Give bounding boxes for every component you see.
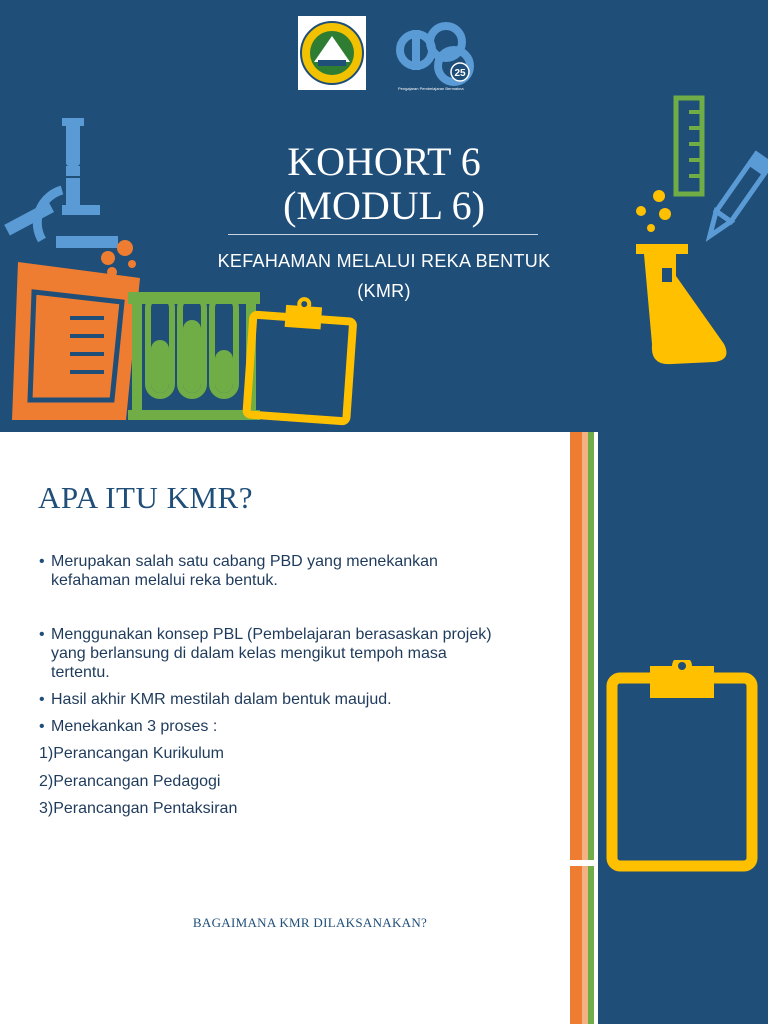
slide-heading: APA ITU KMR?	[38, 480, 253, 515]
numbered-item: 3)Perancangan Pentaksiran	[39, 800, 238, 817]
accent-stripe-orange	[570, 432, 582, 1024]
beaker-icon	[12, 262, 140, 420]
bullet-item	[39, 625, 551, 682]
bullet-line: Menggunakan konsep PBL (Pembelajaran berasaskan projek)	[51, 626, 492, 643]
microscope-icon	[4, 118, 118, 248]
flask-icon	[636, 244, 726, 364]
subtitle-line-1: KEFAHAMAN MELALUI REKA BENTUK	[217, 251, 551, 271]
bullet-line: yang berlansung di dalam kelas mengikut tempoh masa	[51, 645, 447, 662]
title-line-2: (MODUL 6)	[283, 183, 485, 228]
pencil-icon	[702, 154, 768, 241]
test-tubes-icon	[128, 292, 260, 420]
clipboard-icon	[606, 660, 758, 872]
flask-bubbles-icon	[636, 190, 671, 232]
title-divider	[228, 234, 538, 235]
bullet-dot: •	[39, 718, 45, 735]
bullet-item	[39, 552, 551, 590]
title-line-1: KOHORT 6	[287, 139, 481, 184]
school-logo	[298, 16, 366, 90]
bullet-line: Hasil akhir KMR mestilah dalam bentuk maujud.	[51, 691, 392, 708]
closing-question: BAGAIMANA KMR DILAKSANAKAN?	[192, 915, 428, 930]
accent-stripe-white	[594, 432, 598, 1024]
microscope-arm-icon	[37, 190, 62, 240]
content-slide	[0, 432, 768, 1024]
title-slide	[0, 0, 768, 432]
bullet-dot: •	[39, 691, 45, 708]
slide-subtitle	[180, 246, 588, 306]
bullet-line: Merupakan salah satu cabang PBD yang menekankan	[51, 553, 438, 570]
bullet-line: kefahaman melalui reka bentuk.	[51, 572, 278, 589]
clipboard-icon	[246, 294, 354, 422]
slide-title	[200, 140, 568, 228]
numbered-item: 1)Perancangan Kurikulum	[39, 745, 224, 762]
subtitle-line-2: (KMR)	[357, 281, 411, 301]
bullet-dot: •	[39, 553, 45, 570]
bullet-item	[39, 717, 551, 736]
numbered-item: 2)Perancangan Pedagogi	[39, 773, 221, 790]
bullet-line: tertentu.	[51, 664, 110, 681]
iteration-logo	[396, 16, 478, 88]
logo-tagline: Pengajaran Pembelajaran Bermakna	[398, 86, 464, 91]
svg-text:25: 25	[454, 68, 466, 79]
ruler-icon	[676, 98, 702, 194]
stripe-gap	[570, 860, 598, 866]
bullet-dot: •	[39, 626, 45, 643]
bullet-line: Menekankan 3 proses :	[51, 718, 218, 735]
bullet-item	[39, 690, 551, 709]
